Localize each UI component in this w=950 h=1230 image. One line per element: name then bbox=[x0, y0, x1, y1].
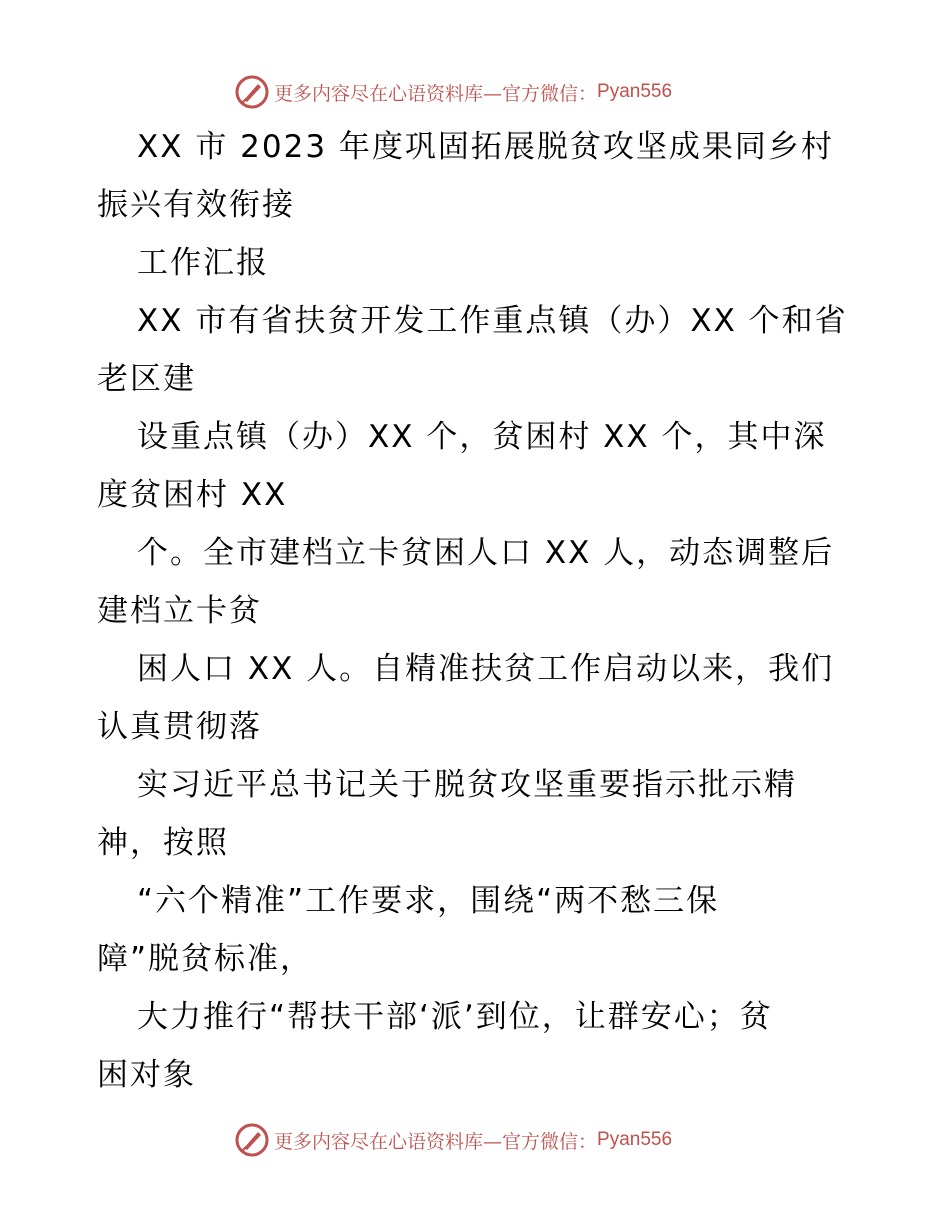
text-line: 振兴有效衔接 bbox=[97, 187, 295, 223]
text-line: 困对象 bbox=[97, 1057, 196, 1093]
text-line: 老区建 bbox=[97, 361, 196, 397]
text-line: 困人口 XX 人。自精准扶贫工作启动以来，我们 bbox=[137, 651, 835, 687]
document-body bbox=[97, 118, 857, 1104]
text-line: “六个精准”工作要求，围绕“两不愁三保 bbox=[137, 883, 720, 919]
text-line: XX 市 2023 年度巩固拓展脱贫攻坚成果同乡村 bbox=[137, 129, 834, 165]
header-watermark bbox=[234, 72, 672, 112]
watermark-text: 更多内容尽在心语资料库—官方微信： bbox=[274, 1130, 598, 1153]
text-line: 大力推行“帮扶干部‘派’到位，让群安心；贫 bbox=[137, 999, 773, 1035]
text-line: 度贫困村 XX bbox=[97, 477, 288, 513]
quill-logo-icon bbox=[234, 1122, 270, 1158]
text-line: 神，按照 bbox=[97, 825, 229, 861]
text-line: XX 市有省扶贫开发工作重点镇（办）XX 个和省 bbox=[137, 303, 848, 339]
text-line: 设重点镇（办）XX 个，贫困村 XX 个，其中深 bbox=[137, 419, 827, 455]
watermark-wechat-id: Pyan556 bbox=[597, 81, 673, 102]
text-line: 个。全市建档立卡贫困人口 XX 人，动态调整后 bbox=[137, 535, 835, 571]
watermark-text: 更多内容尽在心语资料库—官方微信： bbox=[274, 82, 598, 105]
text-line: 建档立卡贫 bbox=[97, 593, 262, 629]
text-line: 认真贯彻落 bbox=[97, 709, 262, 745]
quill-logo-icon bbox=[234, 74, 270, 110]
text-line: 工作汇报 bbox=[137, 245, 269, 281]
footer-watermark bbox=[234, 1120, 672, 1160]
text-line: 实习近平总书记关于脱贫攻坚重要指示批示精 bbox=[137, 767, 797, 803]
text-line: 障”脱贫标准， bbox=[97, 941, 314, 977]
watermark-wechat-id: Pyan556 bbox=[597, 1129, 673, 1150]
